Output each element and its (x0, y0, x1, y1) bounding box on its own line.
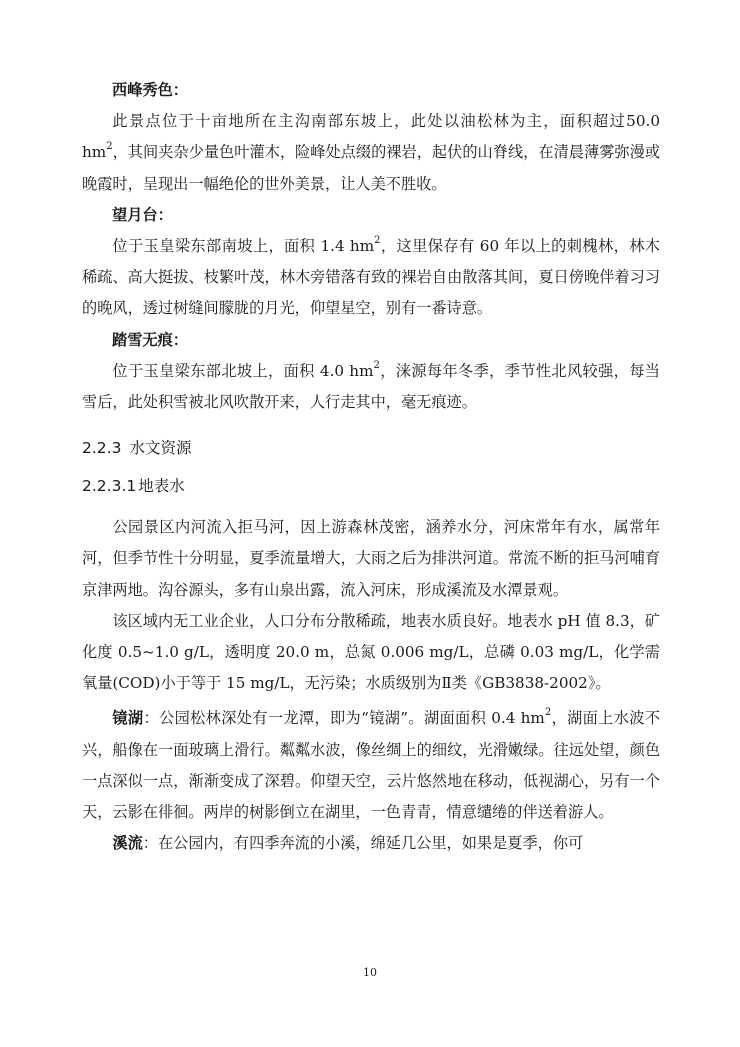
superscript: 2 (544, 707, 552, 719)
scenic-title-taxue: 踏雪无痕： (112, 330, 188, 349)
subsection-number: 2.2.3.1 (82, 477, 137, 496)
paragraph-rivers: 公园景区内河流入拒马河，因上游森林茂密，涵养水分，河床常年有水，属常年河，但季节性十分明显，夏季流量增大，大雨之后为排洪河道。常流不断的拒马河哺育京津两地。沟谷源头，多有山泉出露，流入河床，形成溪流及水潭景观。 (82, 518, 660, 599)
section-title: 水文资源 (129, 439, 192, 458)
superscript: 2 (373, 359, 380, 371)
scenic-desc-text: 此景点位于十亩地所在主沟南部东坡上，此处以油松林为主，面积超过50.0 hm (82, 112, 660, 162)
mirror-lake-text: ：公园松林深处有一龙潭，即为“镜湖”。湖面面积 0.4 hm (143, 709, 545, 728)
superscript: 2 (106, 141, 113, 153)
scenic-title-wangyuetai: 望月台： (112, 205, 173, 224)
scenic-desc-text: ，其间夹杂少量色叶灌木，险峰处点缀的裸岩，起伏的山脊线，在清晨薄雾弥漫或晚霞时，呈现出一幅绝伦的世外美景，让人美不胜收。 (82, 143, 660, 193)
streams-text: ：在公园内，有四季奔流的小溪，绵延几公里，如果是夏季，你可 (142, 834, 584, 853)
superscript: 2 (374, 234, 381, 246)
paragraph-water-quality: 该区域内无工业企业，人口分布分散稀疏，地表水质良好。地表水 pH 值 8.3，矿化度 0.5~1.0 g/L，透明度 20.0 m，总氮 0.006 mg/L，总磷 0.03 mg/L，化学需氧量(COD)小于等于 15 mg/L，无污染；水质级别为Ⅱ类《GB3838-2002》。 (82, 611, 660, 693)
section-heading (82, 436, 660, 460)
subsection-title: 地表水 (138, 477, 185, 496)
scenic-title-xifeng: 西峰秀色： (112, 81, 188, 99)
section-number: 2.2.3 (82, 439, 122, 458)
page-content (82, 75, 660, 859)
streams-lead: 溪流 (112, 834, 143, 853)
page-number: 10 (363, 966, 377, 979)
scenic-desc-text: 位于玉皇梁东部南坡上，面积 1.4 hm (112, 237, 375, 256)
mirror-lake-text: ，湖面上水波不兴，船像在一面玻璃上滑行。粼粼水波，像丝绸上的细纹，光滑嫩绿。往远处望，颜色一点深似一点，渐渐变成了深碧。仰望天空，云片悠然地在移动，低视湖心，另有一个天，云影在徘徊。两岸的树影倒立在湖里，一色青青，情意缱绻的伴送着游人。 (82, 709, 661, 822)
paragraph-mirror-lake (82, 703, 660, 828)
scenic-desc-xifeng (82, 106, 660, 200)
scenic-desc-text: ，这里保存有 60 年以上的刺槐林，林木稀疏、高大挺拔、枝繁叶茂，林木旁错落有致的裸岩自由散落其间，夏日傍晚伴着习习的晚风，透过树缝间朦胧的月光，仰望星空，别有一番诗意。 (82, 237, 660, 318)
scenic-desc-text: 位于玉皇梁东部北坡上，面积 4.0 hm (112, 361, 374, 380)
mirror-lake-lead: 镜湖 (112, 709, 144, 728)
paragraph-streams (82, 828, 660, 859)
subsection-heading (82, 474, 660, 498)
scenic-desc-text: ，涞源每年冬季，季节性北风较强，每当雪后，此处积雪被北风吹散开来，人行走其中，毫无痕迹。 (82, 361, 660, 412)
scenic-desc-wangyuetai (82, 231, 660, 325)
scenic-desc-taxue (82, 356, 660, 418)
